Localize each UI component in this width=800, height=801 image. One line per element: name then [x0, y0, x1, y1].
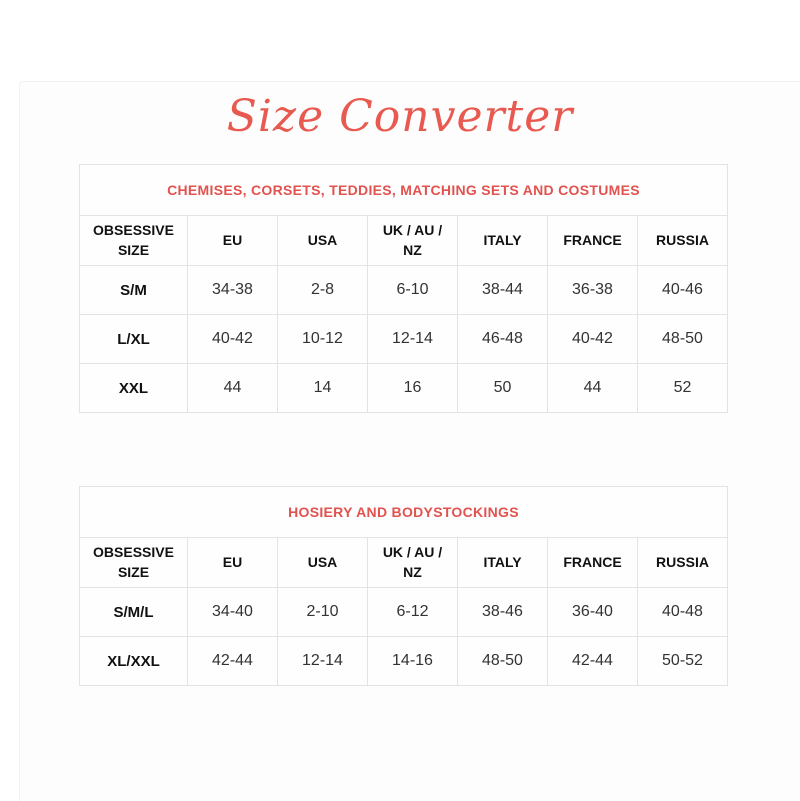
table-row	[80, 637, 728, 686]
size-table-chemises	[79, 164, 728, 413]
size-cell: 14	[278, 364, 368, 413]
size-cell: 52	[638, 364, 728, 413]
size-cell: 38-44	[458, 266, 548, 315]
size-cell: 34-38	[188, 266, 278, 315]
table-row	[80, 588, 728, 637]
column-header-uk-au-nz: UK / AU / NZ	[368, 216, 458, 266]
table-caption: HOSIERY AND BODYSTOCKINGS	[80, 487, 728, 538]
size-cell: 48-50	[458, 637, 548, 686]
size-cell: 40-48	[638, 588, 728, 637]
table-row	[80, 364, 728, 413]
size-cell: 6-10	[368, 266, 458, 315]
table-row	[80, 315, 728, 364]
table-row	[80, 266, 728, 315]
page-title: Size Converter	[226, 91, 574, 142]
size-cell: 36-38	[548, 266, 638, 315]
size-cell: 40-42	[548, 315, 638, 364]
row-label-cell: S/M/L	[80, 588, 188, 637]
size-cell: 38-46	[458, 588, 548, 637]
row-label-cell: S/M	[80, 266, 188, 315]
size-cell: 14-16	[368, 637, 458, 686]
size-cell: 50	[458, 364, 548, 413]
column-header-usa: USA	[278, 216, 368, 266]
size-cell: 50-52	[638, 637, 728, 686]
size-cell: 40-42	[188, 315, 278, 364]
table-header-row	[80, 538, 728, 588]
size-cell: 42-44	[188, 637, 278, 686]
table-header-row	[80, 216, 728, 266]
column-header-eu: EU	[188, 538, 278, 588]
column-header-usa: USA	[278, 538, 368, 588]
size-cell: 2-10	[278, 588, 368, 637]
size-cell: 12-14	[278, 637, 368, 686]
size-cell: 46-48	[458, 315, 548, 364]
column-header-obsessive-size: OBSESSIVE SIZE	[80, 216, 188, 266]
size-cell: 10-12	[278, 315, 368, 364]
size-cell: 44	[188, 364, 278, 413]
column-header-italy: ITALY	[458, 216, 548, 266]
size-table-hosiery	[79, 486, 728, 686]
column-header-obsessive-size: OBSESSIVE SIZE	[80, 538, 188, 588]
size-cell: 6-12	[368, 588, 458, 637]
row-label-cell: XXL	[80, 364, 188, 413]
row-label-cell: L/XL	[80, 315, 188, 364]
column-header-russia: RUSSIA	[638, 216, 728, 266]
size-cell: 2-8	[278, 266, 368, 315]
size-cell: 48-50	[638, 315, 728, 364]
size-cell: 36-40	[548, 588, 638, 637]
column-header-france: FRANCE	[548, 538, 638, 588]
column-header-uk-au-nz: UK / AU / NZ	[368, 538, 458, 588]
column-header-russia: RUSSIA	[638, 538, 728, 588]
column-header-france: FRANCE	[548, 216, 638, 266]
size-cell: 34-40	[188, 588, 278, 637]
column-header-italy: ITALY	[458, 538, 548, 588]
size-cell: 42-44	[548, 637, 638, 686]
size-cell: 16	[368, 364, 458, 413]
size-cell: 12-14	[368, 315, 458, 364]
table-caption: CHEMISES, CORSETS, TEDDIES, MATCHING SETS AND COSTUMES	[80, 165, 728, 216]
table-caption-row	[80, 487, 728, 538]
row-label-cell: XL/XXL	[80, 637, 188, 686]
column-header-eu: EU	[188, 216, 278, 266]
table-caption-row	[80, 165, 728, 216]
size-cell: 44	[548, 364, 638, 413]
size-cell: 40-46	[638, 266, 728, 315]
